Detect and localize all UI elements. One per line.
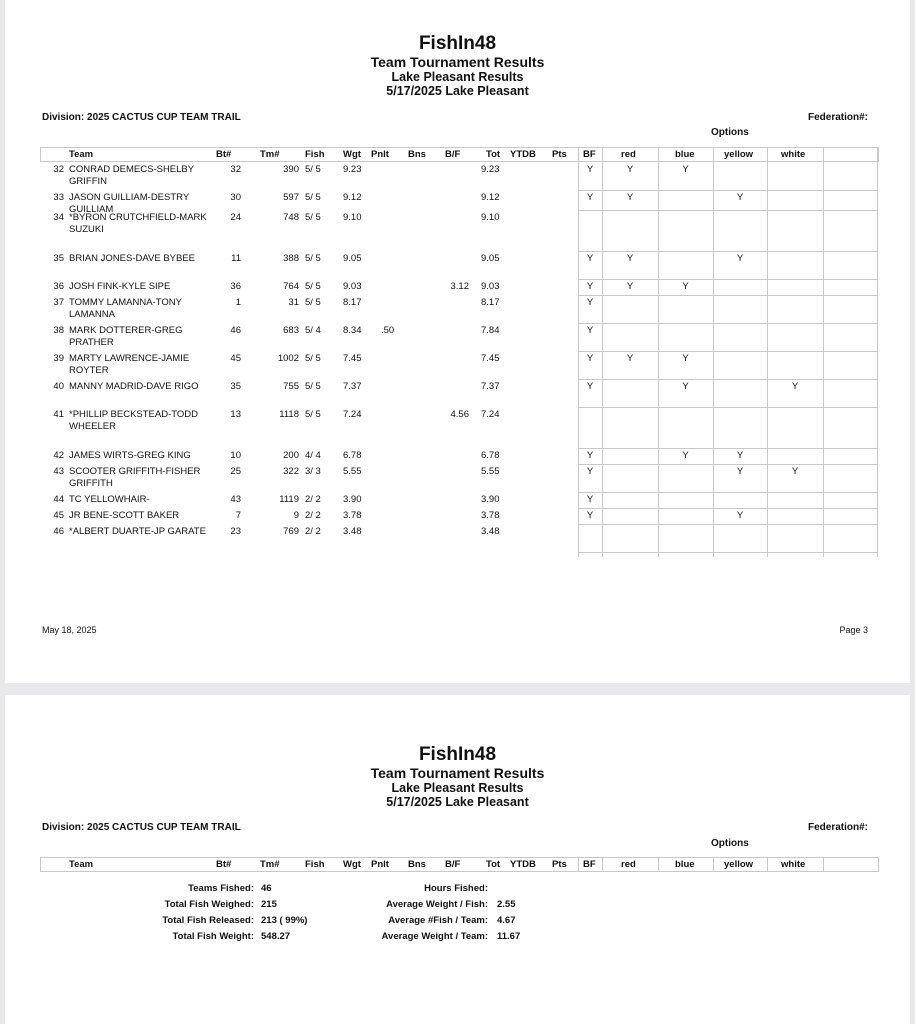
table-row <box>5 280 910 296</box>
table-row <box>5 380 910 408</box>
report-title: FishIn48 <box>418 744 497 765</box>
table-row <box>5 449 910 465</box>
col-bf-weight: B/F <box>445 859 461 870</box>
fish-count-cell: 5/ 5 <box>305 353 321 364</box>
team-name-cell: CONRAD DEMECS-SHELBY GRIFFIN <box>69 164 194 187</box>
fish-count-cell: 5/ 5 <box>305 381 321 392</box>
date-line: 5/17/2025 Lake Pleasant <box>386 84 529 98</box>
total-weighed-value: 215 <box>261 899 277 910</box>
col-bt: Bt# <box>216 149 232 160</box>
team-name-cell: BRIAN JONES-DAVE BYBEE <box>69 253 195 264</box>
hours-fished-label: Hours Fished: <box>424 883 488 894</box>
weight-cell: 3.78 <box>343 510 362 521</box>
team-name-cell: SCOOTER GRIFFITH-FISHER GRIFFITH <box>69 466 201 489</box>
place-cell: 44 <box>53 494 64 505</box>
place-cell: 46 <box>53 526 64 537</box>
total-cell: 3.48 <box>481 526 500 537</box>
fish-count-cell: 2/ 2 <box>305 510 321 521</box>
boat-number-cell: 25 <box>230 466 241 477</box>
place-cell: 45 <box>53 510 64 521</box>
col-tot: Tot <box>486 149 501 160</box>
col-pnlt: Pnlt <box>371 859 389 870</box>
team-number-cell: 597 <box>283 192 299 203</box>
table-row <box>5 163 910 191</box>
option-red-cell: Y <box>626 253 634 264</box>
boat-number-cell: 30 <box>230 192 241 203</box>
total-cell: 9.12 <box>481 192 500 203</box>
option-yellow-cell: Y <box>736 192 744 203</box>
weight-cell: 9.23 <box>343 164 362 175</box>
avg-fish-team-value: 4.67 <box>497 915 516 926</box>
option-yellow-cell: Y <box>736 466 744 477</box>
option-red-cell: Y <box>626 192 634 203</box>
col-tm: Tm# <box>260 149 280 160</box>
table-row <box>5 465 910 493</box>
federation-label: Federation#: <box>807 822 868 833</box>
team-name-cell: JAMES WIRTS-GREG KING <box>69 450 191 461</box>
boat-number-cell: 32 <box>230 164 241 175</box>
option-red-cell: Y <box>626 281 634 292</box>
weight-cell: 6.78 <box>343 450 362 461</box>
option-red-cell: Y <box>626 353 634 364</box>
place-cell: 35 <box>53 253 64 264</box>
col-bns: Bns <box>408 859 426 870</box>
footer-page: Page 3 <box>839 625 868 635</box>
boat-number-cell: 35 <box>230 381 241 392</box>
weight-cell: 8.17 <box>343 297 362 308</box>
weight-cell: 5.55 <box>343 466 362 477</box>
fish-count-cell: 5/ 4 <box>305 325 321 336</box>
team-name-cell: JR BENE-SCOTT BAKER <box>69 510 180 521</box>
col-bf: BF <box>583 859 596 870</box>
total-released-value: 213 ( 99%) <box>261 915 308 926</box>
col-bns: Bns <box>408 149 426 160</box>
total-released-label: Total Fish Released: <box>162 915 254 926</box>
col-blue: blue <box>675 149 695 160</box>
total-cell: 5.55 <box>481 466 500 477</box>
col-team: Team <box>69 149 94 160</box>
total-weighed-label: Total Fish Weighed: <box>164 899 254 910</box>
option-bf-cell: Y <box>586 253 594 264</box>
avg-weight-fish-label: Average Weight / Fish: <box>386 899 488 910</box>
total-cell: 9.10 <box>481 212 500 223</box>
option-bf-cell: Y <box>586 192 594 203</box>
option-blue-cell: Y <box>682 450 689 461</box>
grid-line <box>578 552 878 553</box>
avg-weight-team-label: Average Weight / Team: <box>381 931 488 942</box>
table-row <box>5 408 910 449</box>
total-cell: 9.05 <box>481 253 500 264</box>
table-row <box>5 493 910 509</box>
weight-cell: 9.12 <box>343 192 362 203</box>
team-number-cell: 31 <box>288 297 299 308</box>
option-bf-cell: Y <box>586 297 594 308</box>
team-number-cell: 755 <box>283 381 299 392</box>
col-white: white <box>781 149 806 160</box>
grid-line <box>602 857 603 872</box>
col-red: red <box>621 149 636 160</box>
options-label: Options <box>711 127 749 138</box>
place-cell: 37 <box>53 297 64 308</box>
team-number-cell: 390 <box>283 164 299 175</box>
grid-line <box>823 857 824 872</box>
col-pts: Pts <box>552 859 567 870</box>
option-red-cell: Y <box>626 164 634 175</box>
option-bf-cell: Y <box>586 281 594 292</box>
col-bf-weight: B/F <box>445 149 461 160</box>
place-cell: 43 <box>53 466 64 477</box>
place-cell: 38 <box>53 325 64 336</box>
fish-count-cell: 5/ 5 <box>305 192 321 203</box>
place-cell: 41 <box>53 409 64 420</box>
boat-number-cell: 1 <box>235 297 241 308</box>
table-row <box>5 296 910 324</box>
total-cell: 7.45 <box>481 353 500 364</box>
grid-line <box>578 857 579 872</box>
fish-count-cell: 5/ 5 <box>305 281 321 292</box>
option-yellow-cell: Y <box>736 253 744 264</box>
weight-cell: 3.90 <box>343 494 362 505</box>
lake-line: Lake Pleasant Results <box>391 70 524 84</box>
report-page-summary <box>5 695 910 1024</box>
weight-cell: 3.48 <box>343 526 362 537</box>
place-cell: 34 <box>53 212 64 223</box>
team-name-cell: TC YELLOWHAIR- <box>69 494 150 505</box>
grid-line <box>713 857 714 872</box>
col-blue: blue <box>675 859 695 870</box>
place-cell: 33 <box>53 192 64 203</box>
boat-number-cell: 43 <box>230 494 241 505</box>
weight-cell: 7.37 <box>343 381 362 392</box>
option-blue-cell: Y <box>682 353 689 364</box>
option-yellow-cell: Y <box>736 510 744 521</box>
team-number-cell: 1002 <box>277 353 299 364</box>
report-subtitle: Team Tournament Results <box>370 54 545 70</box>
col-wgt: Wgt <box>343 149 361 160</box>
col-red: red <box>621 859 636 870</box>
big-fish-weight-cell: 3.12 <box>450 281 469 292</box>
grid-line <box>767 857 768 872</box>
col-ytdb: YTDB <box>510 859 536 870</box>
table-row <box>5 352 910 380</box>
team-number-cell: 200 <box>283 450 299 461</box>
boat-number-cell: 46 <box>230 325 241 336</box>
weight-cell: 8.34 <box>343 325 362 336</box>
col-team: Team <box>69 859 94 870</box>
team-name-cell: *ALBERT DUARTE-JP GARATE <box>69 526 206 537</box>
fish-count-cell: 5/ 5 <box>305 212 321 223</box>
total-weight-label: Total Fish Weight: <box>172 931 254 942</box>
option-blue-cell: Y <box>682 281 689 292</box>
avg-fish-team-label: Average #Fish / Team: <box>388 915 488 926</box>
option-bf-cell: Y <box>586 353 594 364</box>
boat-number-cell: 11 <box>231 253 241 264</box>
total-cell: 6.78 <box>481 450 500 461</box>
weight-cell: 9.10 <box>343 212 362 223</box>
table-row <box>5 324 910 352</box>
total-cell: 3.90 <box>481 494 500 505</box>
option-bf-cell: Y <box>586 510 594 521</box>
place-cell: 40 <box>53 381 64 392</box>
col-fish: Fish <box>305 859 325 870</box>
col-wgt: Wgt <box>343 859 361 870</box>
total-cell: 7.84 <box>481 325 500 336</box>
option-bf-cell: Y <box>586 164 594 175</box>
total-weight-value: 548.27 <box>261 931 291 942</box>
option-bf-cell: Y <box>586 381 594 392</box>
team-number-cell: 683 <box>283 325 299 336</box>
place-cell: 42 <box>53 450 64 461</box>
col-bt: Bt# <box>216 859 232 870</box>
team-name-cell: MANNY MADRID-DAVE RIGO <box>69 381 199 392</box>
boat-number-cell: 45 <box>230 353 241 364</box>
total-cell: 3.78 <box>481 510 500 521</box>
teams-fished-label: Teams Fished: <box>188 883 254 894</box>
team-name-cell: JOSH FINK-KYLE SIPE <box>69 281 171 292</box>
weight-cell: 7.24 <box>343 409 362 420</box>
col-ytdb: YTDB <box>510 149 536 160</box>
col-yellow: yellow <box>724 149 754 160</box>
report-page-3 <box>5 0 910 683</box>
team-number-cell: 1118 <box>279 409 299 420</box>
boat-number-cell: 23 <box>230 526 241 537</box>
footer-date: May 18, 2025 <box>42 625 97 635</box>
place-cell: 32 <box>53 164 64 175</box>
fish-count-cell: 2/ 2 <box>305 494 321 505</box>
col-bf: BF <box>583 149 596 160</box>
boat-number-cell: 36 <box>230 281 241 292</box>
table-row <box>5 525 910 553</box>
team-name-cell: TOMMY LAMANNA-TONY LAMANNA <box>69 297 182 320</box>
team-number-cell: 764 <box>283 281 299 292</box>
grid-line <box>658 857 659 872</box>
fish-count-cell: 5/ 5 <box>305 409 321 420</box>
option-white-cell: Y <box>791 466 799 477</box>
team-name-cell: *BYRON CRUTCHFIELD-MARK SUZUKI <box>69 212 207 235</box>
option-blue-cell: Y <box>682 381 689 392</box>
place-cell: 36 <box>53 281 64 292</box>
team-name-cell: *PHILLIP BECKSTEAD-TODD WHEELER <box>69 409 198 432</box>
big-fish-weight-cell: 4.56 <box>450 409 469 420</box>
team-name-cell: MARTY LAWRENCE-JAMIE ROYTER <box>69 353 190 376</box>
total-cell: 7.24 <box>481 409 500 420</box>
report-title: FishIn48 <box>418 33 497 54</box>
team-number-cell: 1119 <box>279 494 299 505</box>
division-label: Division: 2025 CACTUS CUP TEAM TRAIL <box>42 822 241 833</box>
fish-count-cell: 5/ 5 <box>305 297 321 308</box>
fish-count-cell: 5/ 5 <box>305 253 321 264</box>
col-fish: Fish <box>305 149 325 160</box>
team-number-cell: 322 <box>283 466 299 477</box>
boat-number-cell: 24 <box>230 212 241 223</box>
option-yellow-cell: Y <box>736 450 744 461</box>
penalty-cell: .50 <box>381 325 395 336</box>
option-blue-cell: Y <box>682 164 689 175</box>
lake-line: Lake Pleasant Results <box>391 781 524 795</box>
team-number-cell: 769 <box>283 526 299 537</box>
date-line: 5/17/2025 Lake Pleasant <box>386 795 529 809</box>
team-name-cell: MARK DOTTERER-GREG PRATHER <box>69 325 183 348</box>
table-row <box>5 509 910 525</box>
weight-cell: 9.03 <box>343 281 362 292</box>
report-subtitle: Team Tournament Results <box>370 765 545 781</box>
col-yellow: yellow <box>724 859 754 870</box>
team-number-cell: 388 <box>283 253 299 264</box>
boat-number-cell: 13 <box>230 409 241 420</box>
avg-weight-team-value: 11.67 <box>497 931 521 942</box>
total-cell: 8.17 <box>481 297 500 308</box>
options-label: Options <box>711 838 749 849</box>
team-number-cell: 748 <box>283 212 299 223</box>
team-name-cell: JASON GUILLIAM-DESTRY GUILLIAM <box>69 192 190 215</box>
fish-count-cell: 5/ 5 <box>305 164 321 175</box>
table-row <box>5 191 910 215</box>
fish-count-cell: 3/ 3 <box>305 466 321 477</box>
federation-label: Federation#: <box>807 112 868 123</box>
teams-fished-value: 46 <box>261 883 272 894</box>
option-bf-cell: Y <box>586 466 594 477</box>
option-bf-cell: Y <box>586 325 594 336</box>
col-pnlt: Pnlt <box>371 149 389 160</box>
table-row <box>5 211 910 252</box>
option-bf-cell: Y <box>586 450 594 461</box>
total-cell: 9.23 <box>481 164 500 175</box>
boat-number-cell: 10 <box>230 450 241 461</box>
weight-cell: 9.05 <box>343 253 362 264</box>
team-number-cell: 9 <box>293 510 299 521</box>
avg-weight-fish-value: 2.55 <box>497 899 516 910</box>
option-bf-cell: Y <box>586 494 594 505</box>
boat-number-cell: 7 <box>235 510 241 521</box>
division-label: Division: 2025 CACTUS CUP TEAM TRAIL <box>42 112 241 123</box>
weight-cell: 7.45 <box>343 353 362 364</box>
option-white-cell: Y <box>791 381 799 392</box>
fish-count-cell: 2/ 2 <box>305 526 321 537</box>
col-tot: Tot <box>486 859 501 870</box>
total-cell: 7.37 <box>481 381 500 392</box>
col-tm: Tm# <box>260 859 280 870</box>
fish-count-cell: 4/ 4 <box>305 450 321 461</box>
total-cell: 9.03 <box>481 281 500 292</box>
table-row <box>5 252 910 280</box>
col-white: white <box>781 859 806 870</box>
col-pts: Pts <box>552 149 567 160</box>
place-cell: 39 <box>53 353 64 364</box>
